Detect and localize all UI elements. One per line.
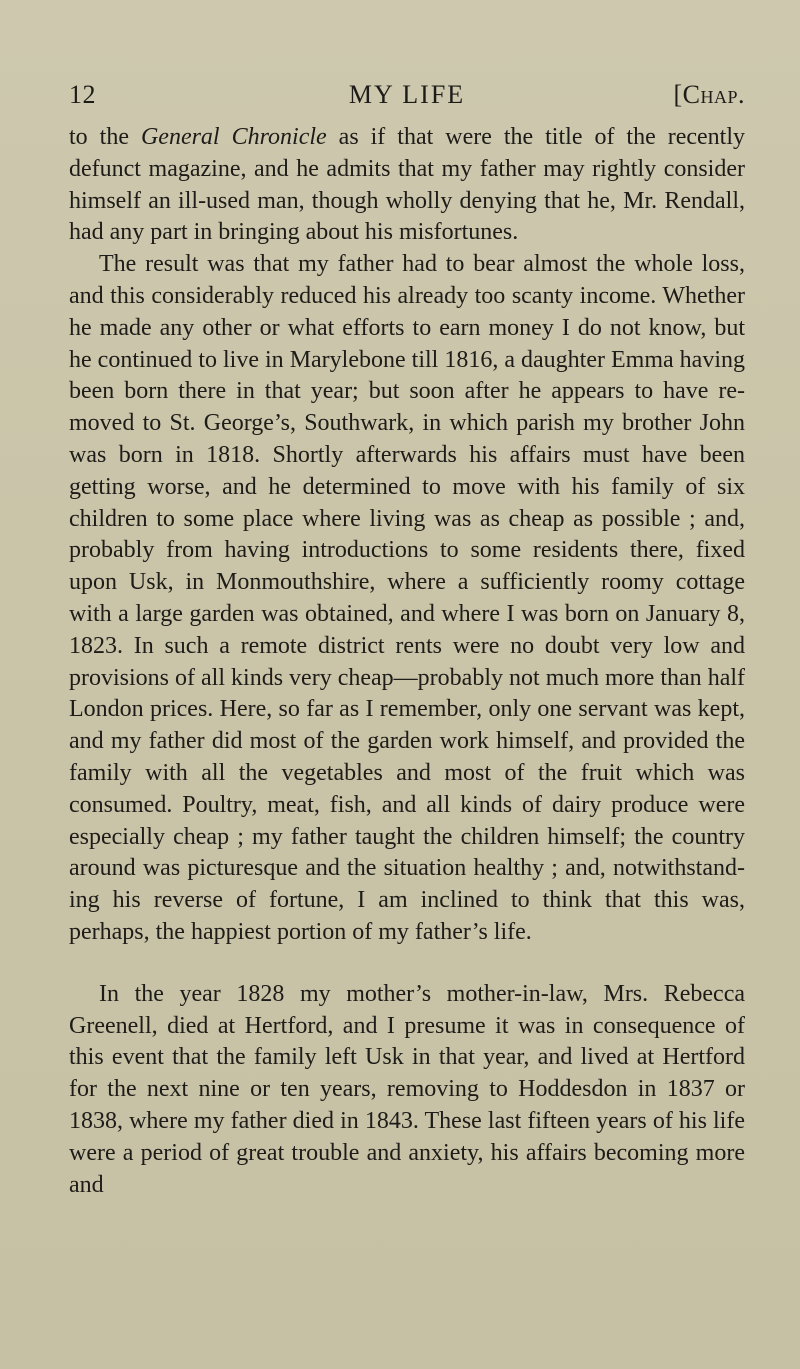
book-title: MY LIFE [348, 80, 466, 109]
body-text [69, 122, 745, 1201]
paragraph-usk: The result was that my father had to bear almost the whole loss, and this considerably reduced his already too scanty income. Whether he made any other or what efforts to earn money I do not know, but he continued to live in Marylebone till 1816, a daughter Emma having been born there in that year; but soon after he appears to have removed to St. George’s, Southwark, in which parish my brother John was born in 1818. Shortly afterwards his affairs must have been getting worse, and he determined to move with his family of six children to some place where living was as cheap as possible ; and, probably from having introductions to some residents there, fixed upon Usk, in Monmouthshire, where a sufficiently roomy cottage with a large garden was obtained, and where I was born on January 8, 1823. In such a remote district rents were no doubt very low and provisions of all kinds very cheap—probably not much more than half London prices. Here, so far as I remember, only one servant was kept, and my father did most of the garden work himself, and provided the family with all the vegetables and most of the fruit which was consumed. Poultry, meat, fish, and all kinds of dairy produce were especially cheap ; my father taught the children himself; the country around was picturesque and the situation healthy ; and, notwithstanding his reverse of fortune, I am inclined to think that this was, perhaps, the happiest portion of my father’s life. [69, 251, 745, 945]
page-number: 12 [69, 80, 96, 109]
paragraph-text-after: as if that were the title of the recently defunct magazine, and he admits that my father may rightly consider himself an ill-used man, though wholly denying that he, Mr. Rendall, had any part in bringing about his misfortunes. [69, 124, 745, 246]
paragraph-hertford: In the year 1828 my mother’s mother-in-law, Mrs. Rebecca Greenell, died at Hertford, and I presume it was in consequence of this event that the family left Usk in that year, and lived at Hertford for the next nine or ten years, removing to Hoddesdon in 1837 or 1838, where my father died in 1843. These last fifteen years of his life were a period of great trouble and anxiety, his affairs becoming more and [69, 980, 745, 1198]
magazine-title: General Chronicle [140, 124, 327, 150]
paragraph-continued [69, 122, 745, 249]
running-head [69, 80, 745, 114]
chapter-label: [Chap. [673, 80, 745, 109]
paragraph-text-before: to the [69, 124, 141, 150]
